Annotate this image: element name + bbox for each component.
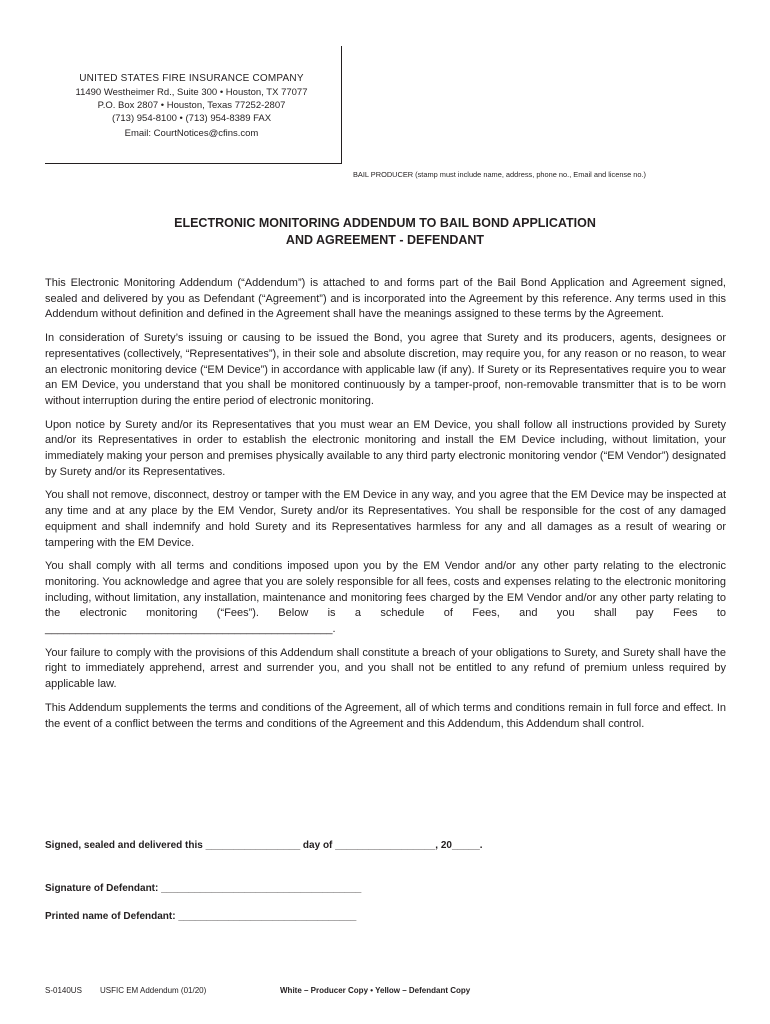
company-header-box: [45, 46, 342, 164]
company-phone: (713) 954-8100 • (713) 954-8389 FAX: [111, 113, 272, 124]
addendum-body: [45, 276, 726, 740]
paragraph-fees: You shall comply with all terms and conditions imposed upon you by the EM Vendor and/or any other party relating to the electronic monitoring. You acknowledge and agree that you are solely responsible for all fees, costs and expenses relating to the electronic monitoring including, without limitation, any installation, maintenance and monitoring fees charged by the EM Vendor and/or any other party relating to the electronic monitoring (“Fees”). Below is a schedule of Fees, and you shall pay Fees to _______________________________________________.: [45, 560, 726, 636]
paragraph-supplement: This Addendum supplements the terms and conditions of the Agreement, all of which terms and conditions remain in full force and effect. In the event of a conflict between the terms and conditions of the Agreement and this Addendum, this Addendum shall control.: [45, 701, 726, 730]
bail-producer-caption: BAIL PRODUCER (stamp must include name, address, phone no., Email and license no.): [353, 170, 647, 179]
defendant-printed-name-line[interactable]: Printed name of Defendant: ________________________________: [45, 911, 357, 922]
defendant-signature-line[interactable]: Signature of Defendant: ____________________________________: [45, 883, 362, 894]
title-line-2: AND AGREEMENT - DEFENDANT: [285, 233, 485, 247]
company-address-line2: P.O. Box 2807 • Houston, Texas 77252-2807: [97, 100, 286, 111]
document-title: [0, 215, 770, 249]
copy-distribution: White – Producer Copy • Yellow – Defendant Copy: [280, 986, 471, 995]
signed-date-line[interactable]: Signed, sealed and delivered this _________________ day of __________________, 20_____.: [45, 840, 483, 851]
company-info: [45, 72, 338, 140]
title-line-1: ELECTRONIC MONITORING ADDENDUM TO BAIL BOND APPLICATION: [174, 216, 596, 230]
company-address-line1: 11490 Westheimer Rd., Suite 300 • Houston, TX 77077: [75, 87, 308, 98]
form-number: S-0140US: [45, 986, 82, 995]
paragraph-notice: Upon notice by Surety and/or its Representatives that you must wear an EM Device, you shall follow all instructions provided by Surety and/or its Representatives in order to establish the electronic monitoring and install the EM Device including, without limitation, your immediately making your person and premises physically available to any third party electronic monitoring vendor (“EM Vendor”) designated by Surety and/or its Representatives.: [45, 418, 726, 478]
paragraph-intro: This Electronic Monitoring Addendum (“Addendum”) is attached to and forms part of the Bail Bond Application and Agreement signed, sealed and delivered by you as Defendant (“Agreement”) and is incorporated into the Agreement by this reference. Any terms used in this Addendum without definition and defined in the Agreement shall have the meanings assigned to these terms by the Agreement.: [45, 277, 726, 321]
company-name: UNITED STATES FIRE INSURANCE COMPANY: [79, 73, 304, 84]
form-title: USFIC EM Addendum (01/20): [100, 986, 207, 995]
paragraph-consideration: In consideration of Surety’s issuing or causing to be issued the Bond, you agree that Surety and its producers, agents, designees or representatives (collectively, “Representatives”), in their sole and absolute discretion, may require you, for any reason or no reason, to wear an electronic monitoring device (“EM Device”) in accordance with applicable law (if any). If Surety or its Representatives require you to wear an EM Device, you understand that you shall be monitored continuously by a tamper-proof, non-removable transmitter that is to be worn without interruption during the entire period of electronic monitoring.: [45, 332, 726, 407]
paragraph-tampering: You shall not remove, disconnect, destroy or tamper with the EM Device in any way, and you agree that the EM Device may be inspected at any time and at any place by the EM Vendor, Surety and/or its Representatives. You shall be responsible for the cost of any damaged equipment and shall indemnify and hold Surety and its Representatives harmless for any and all damages as a result of wearing or tampering with the EM Device.: [45, 489, 726, 549]
paragraph-breach: Your failure to comply with the provisions of this Addendum shall constitute a breach of your obligations to Surety, and Surety shall have the right to immediately apprehend, arrest and surrender you, and you shall not be entitled to any refund of premium unless required by applicable law.: [45, 646, 726, 691]
company-email: Email: CourtNotices@cfins.com: [124, 128, 259, 139]
